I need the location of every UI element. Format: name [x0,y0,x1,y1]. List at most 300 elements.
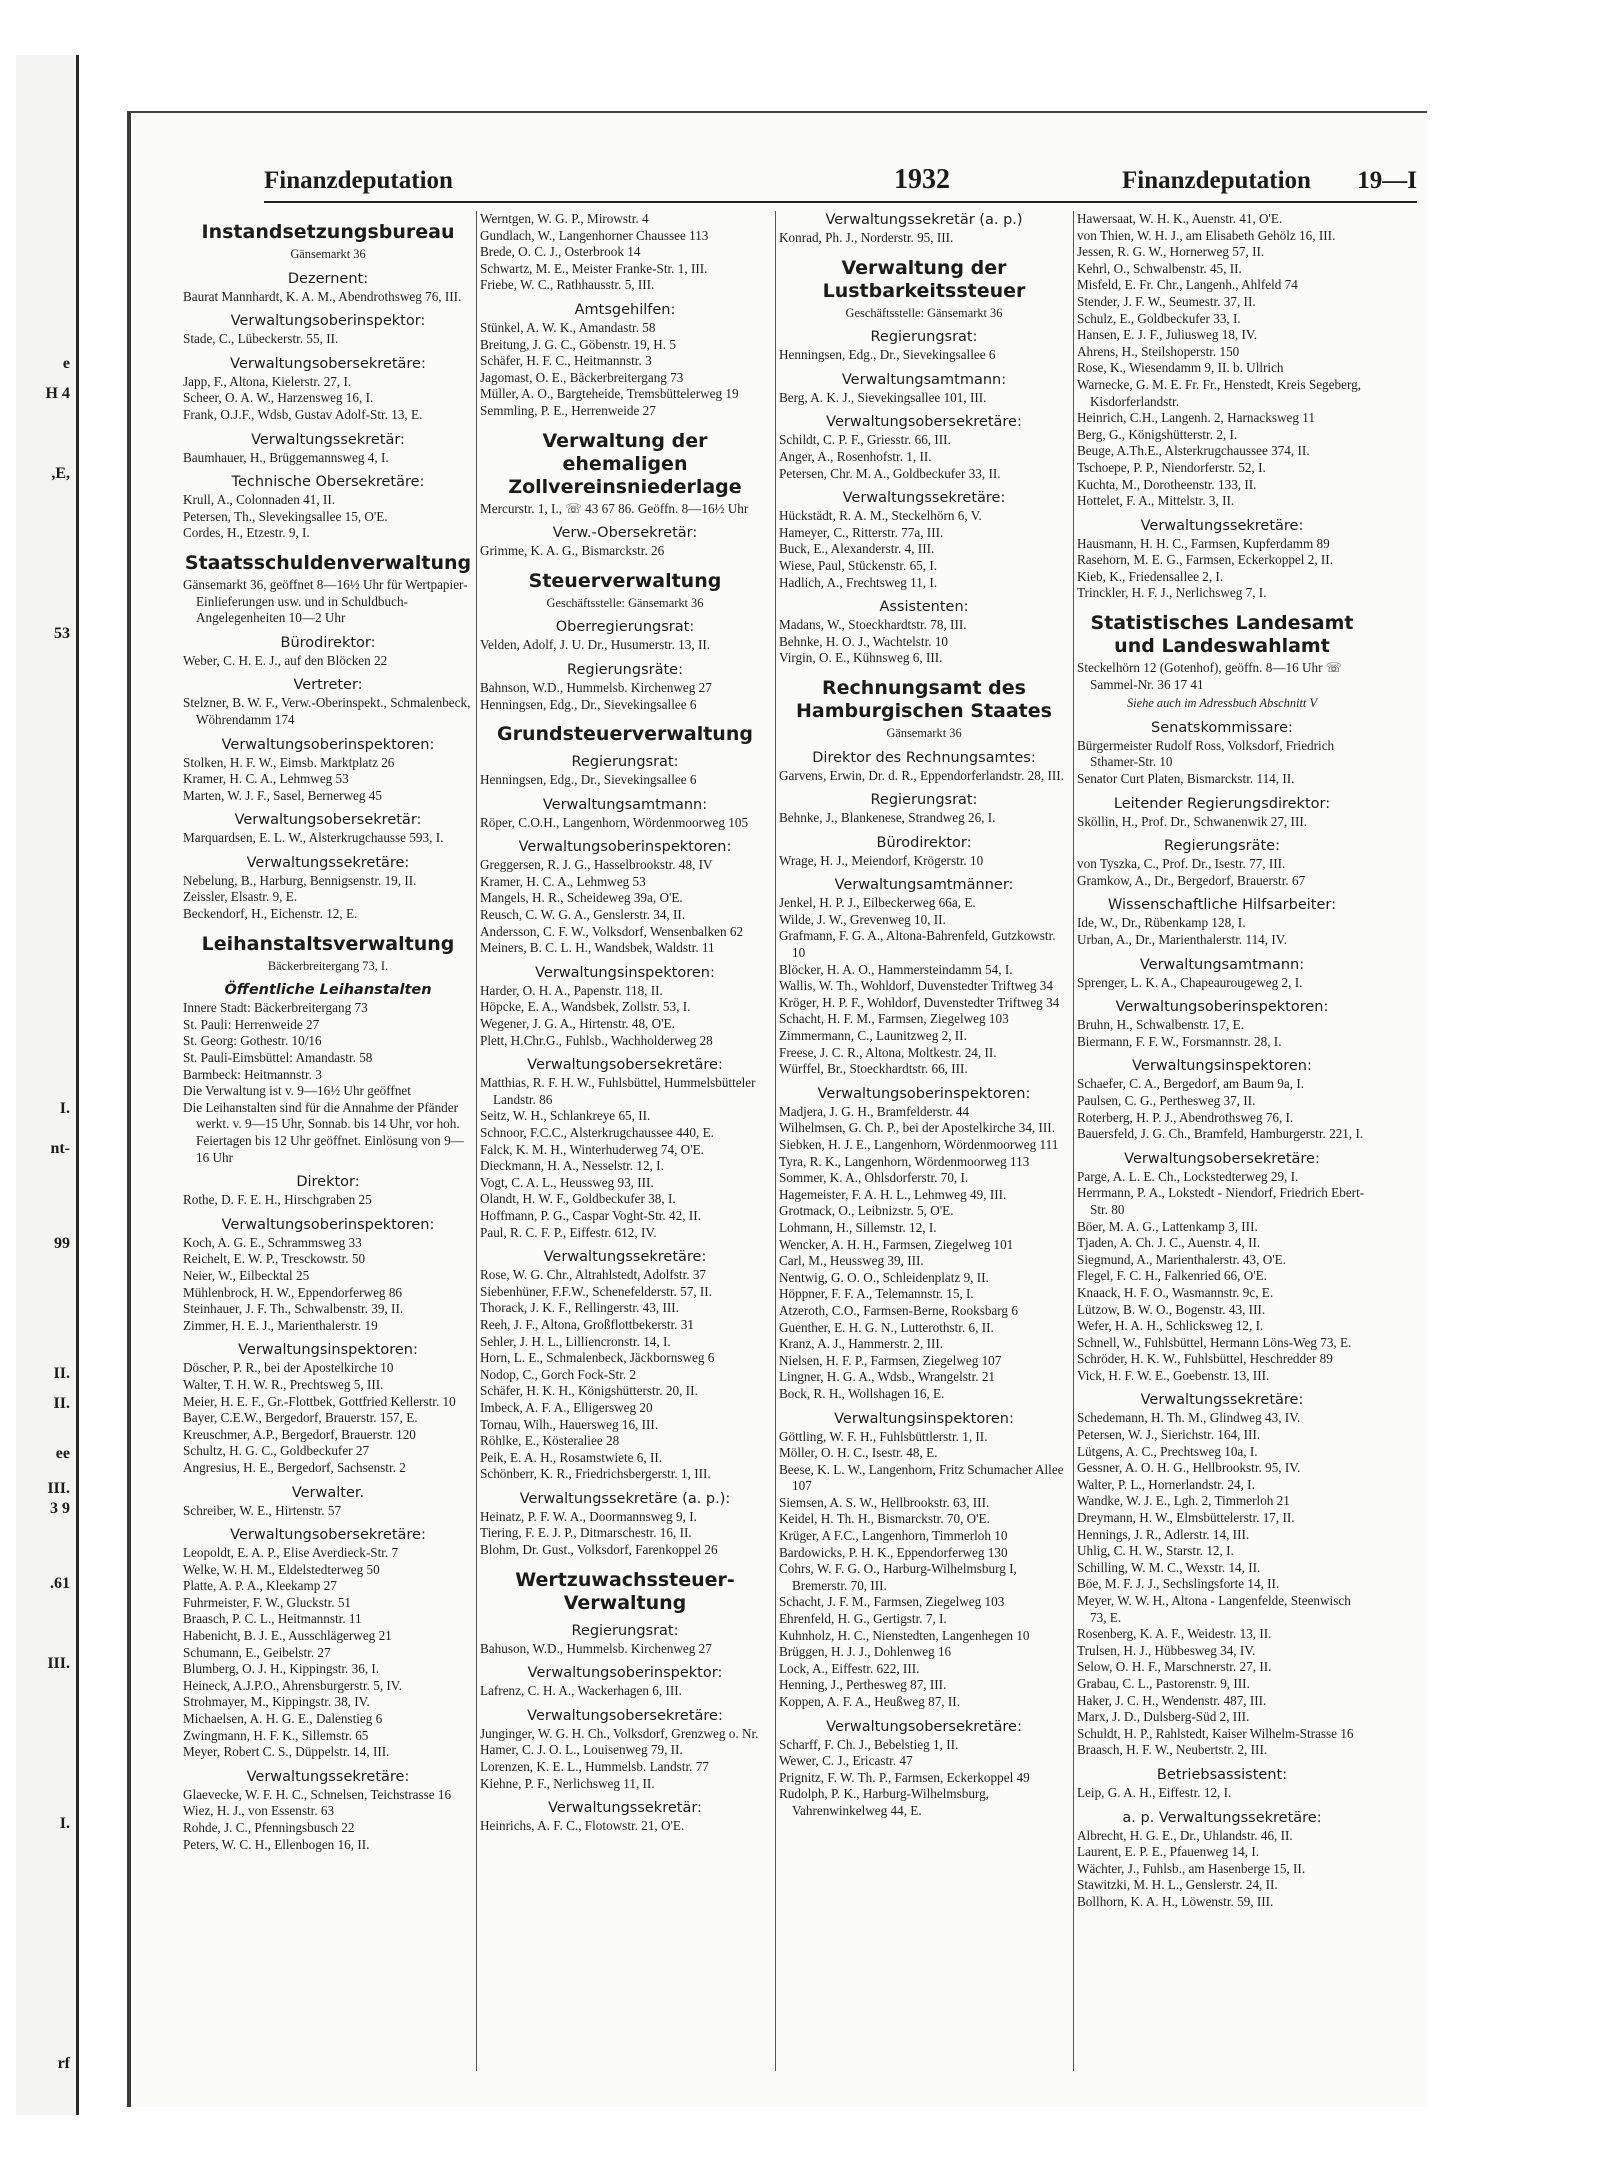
entry-line: Mercurstr. 1, I., ☏ 43 67 86. Geöffn. 8—16½ Uhr [480,500,749,516]
entry-line: Freese, J. C. R., Altona, Moltkestr. 24, II. [779,1044,997,1060]
subheading: Verwaltungsamtmänner: [834,877,1014,894]
entry-line: Schuldt, H. P., Rahlstedt, Kaiser Wilhelm-Strasse 16 [1077,1725,1354,1741]
subheading: Regierungsrat: [571,754,679,771]
entry-line: Haker, J. C. H., Wendenstr. 487, III. [1077,1692,1267,1708]
subheading: Vertreter: [293,677,363,694]
section-heading: Leihanstaltsverwaltung [201,932,455,955]
entry-line: Seitz, W. H., Schlankreye 65, II. [480,1108,651,1124]
subheading: Verwaltungsinspektoren: [834,1410,1014,1427]
subheading: a. p. Verwaltungssekretäre: [1122,1809,1322,1826]
entry-line: Bahnson, W.D., Hummelsb. Kirchenweg 27 [480,679,712,695]
entry-line: Bollhorn, K. A. H., Löwenstr. 59, III. [1077,1893,1274,1909]
entry-line: Rose, W. G. Chr., Altrahlstedt, Adolfstr. 37 [480,1267,707,1283]
entry-line: Hückstädt, R. A. M., Steckelhörn 6, V. [779,508,982,524]
entry-line: Matthias, R. F. H. W., Fuhlsbüttel, Hummelsbütteler Landstr. 86 [480,1075,756,1107]
entry-line: Rosenberg, K. A. F., Weidestr. 13, II. [1077,1626,1272,1642]
entry-line: Ahrens, H., Steilshoperstr. 150 [1077,343,1240,359]
section-heading: Instandsetzungsbureau [201,221,455,243]
subheading: Verwaltungssekretäre: [246,1768,410,1785]
entry-line: Tschoepe, P. P., Niendorferstr. 52, I. [1077,459,1266,475]
entry-line: Berg, A. K. J., Sievekingsallee 101, III. [779,389,987,405]
directory-page [127,111,1427,2107]
entry-line: Uhlig, C. H. W., Starstr. 12, I. [1077,1543,1234,1559]
entry-line: Frank, O.J.F., Wdsb, Gustav Adolf-Str. 13, E. [183,406,423,422]
entry-line: Flegel, F. C. H., Falkenried 66, O'E. [1077,1268,1267,1284]
margin-fragment: ,E, [51,465,70,482]
entry-line: Böer, M. A. G., Lattenkamp 3, III. [1077,1218,1258,1234]
entry-line: Henningsen, Edg., Dr., Sievekingsallee 6 [480,696,697,712]
entry-line: Siebken, H. J. E., Langenhorn, Wördenmoorweg 111 [779,1137,1059,1152]
entry-line: Stade, C., Lübeckerstr. 55, II. [183,331,339,347]
entry-line: Fuhrmeister, F. W., Gluckstr. 51 [183,1594,352,1610]
subheading: Verwaltungsoberinspektoren: [221,736,435,753]
entry-line: Heinrich, C.H., Langenh. 2, Harnacksweg 11 [1077,410,1315,426]
note-line: Siehe auch im Adressbuch Abschnitt V [1126,696,1318,711]
entry-line: Platte, A. P. A., Kleekamp 27 [183,1578,337,1594]
entry-line: Hamer, C. J. O. L., Louisenweg 79, II. [480,1742,683,1758]
entry-line: Peik, E. A. H., Rosamstwiete 6, II. [480,1449,663,1465]
entry-line: Kranz, A. J., Hammerstr. 2, III. [779,1336,944,1352]
margin-fragment: nt- [50,1140,70,1157]
entry-line: Dreymann, H. W., Elmsbüttelerstr. 17, II. [1077,1510,1295,1526]
entry-line: Kehrl, O., Schwalbenstr. 45, II. [1077,260,1242,276]
subheading: Verwaltungsamtmann: [841,371,1007,388]
section-heading: Steuerverwaltung [528,569,722,592]
entry-line: Angresius, H. E., Bergedorf, Sachsenstr. 2 [183,1459,406,1475]
subheading: Bürodirektor: [876,834,972,851]
subheading: Verwaltungsobersekretäre: [527,1057,723,1074]
entry-line: Schäfer, H. K. H., Königshütterstr. 20, II. [480,1383,698,1399]
entry-line: Cordes, H., Etzestr. 9, I. [183,525,310,541]
entry-line: Madans, W., Stoeckhardtstr. 78, III. [779,617,967,633]
column-1 [183,211,473,2071]
margin-fragment: H 4 [45,385,70,402]
entry-line: Beckendorf, H., Eichenstr. 12, E. [183,906,358,922]
subheading: Regierungsrat: [571,1622,679,1639]
entry-line: Schnoor, F.C.C., Alsterkrugchaussee 440, E. [480,1125,714,1140]
entry-line: Konrad, Ph. J., Norderstr. 95, III. [779,230,954,245]
address-line: Geschäftsstelle: Gänsemarkt 36 [845,305,1003,320]
entry-line: Jenkel, H. P. J., Eilbeckerweg 66a, E. [779,895,976,911]
subheading: Verwaltungssekretäre: [543,1249,707,1266]
entry-line: Hameyer, C., Ritterstr. 77a, III. [779,524,944,540]
entry-line: St. Pauli-Eimsbüttel: Amandastr. 58 [183,1050,373,1066]
entry-line: Röper, C.O.H., Langenhorn, Wördenmoorweg 105 [480,814,749,830]
entry-line: Lohmann, H., Sillemstr. 12, I. [779,1219,937,1235]
column-3 [779,211,1069,2071]
entry-line: Madjera, J. G. H., Bramfelderstr. 44 [779,1103,970,1119]
subheading: Verwaltungsoberinspektor: [527,1665,723,1682]
subheading: Regierungsrat: [870,792,978,809]
entry-line: Breitung, J. G. C., Göbenstr. 19, H. 5 [480,336,676,352]
entry-line: Göttling, W. F. H., Fuhlsbüttlerstr. 1, II. [779,1428,988,1444]
address-line: Bäckerbreitergang 73, I. [267,958,389,973]
entry-line: Tjaden, A. Ch. J. C., Auenstr. 4, II. [1077,1235,1261,1251]
entry-line: Kuchta, M., Dorotheenstr. 133, II. [1077,476,1257,492]
entry-line: Petersen, W. J., Sierichstr. 164, III. [1077,1427,1261,1443]
subheading: Verwaltungssekretäre (a. p.): [519,1490,731,1507]
entry-line: Walter, P. L., Hornerlandstr. 24, I. [1077,1476,1255,1492]
entry-line: Virgin, O. E., Kühnsweg 6, III. [779,650,943,666]
entry-line: Böe, M. F. J. J., Sechslingsforte 14, II. [1077,1576,1280,1592]
entry-line: Meyer, W. W. H., Altona - Langenfelde, Steenwisch 73, E. [1077,1593,1351,1625]
address-line: Gänsemarkt 36 [290,247,366,261]
entry-line: Döscher, P. R., bei der Apostelkirche 10 [183,1360,394,1376]
entry-line: Siegmund, A., Marienthalerstr. 43, O'E. [1077,1251,1286,1267]
entry-line: Beese, K. L. W., Langenhorn, Fritz Schumacher Allee 107 [779,1461,1064,1494]
entry-line: Höppner, F. F. A., Telemannstr. 15, I. [779,1286,974,1302]
entry-line: Hausmann, H. H. C., Farmsen, Kupferdamm 89 [1077,535,1330,551]
entry-line: Michaelsen, A. H. G. E., Dalenstieg 6 [183,1711,383,1727]
entry-line: Leip, G. A. H., Eiffestr. 12, I. [1077,1784,1232,1800]
subheading: Verwalter. [291,1484,365,1501]
entry-line: Die Verwaltung ist v. 9—16½ Uhr geöffnet [183,1083,411,1099]
entry-line: Blöcker, H. A. O., Hammersteindamm 54, I. [779,961,1013,977]
entry-line: Behnke, J., Blankenese, Strandweg 26, I. [779,810,996,826]
entry-line: Hawersaat, W. H. K., Auenstr. 41, O'E. [1077,211,1283,226]
section-heading: Staatsschuldenverwaltung [184,551,472,574]
subheading: Verwaltungssekretäre: [1140,1392,1304,1409]
entry-line: Schäfer, H. F. C., Heitmannstr. 3 [480,353,652,369]
entry-line: Falck, K. M. H., Winterhuderweg 74, O'E. [480,1141,704,1157]
entry-line: Trulsen, H. J., Hübbesweg 34, IV. [1077,1642,1256,1658]
entry-line: Bahuson, W.D., Hummelsb. Kirchenweg 27 [480,1640,712,1656]
entry-line: Kiehne, P. F., Nerlichsweg 11, II. [480,1775,655,1791]
subheading: Verwaltungsoberinspektoren: [221,1216,435,1233]
entry-line: Behnke, H. O. J., Wachtelstr. 10 [779,633,949,649]
margin-fragment: .61 [50,1575,70,1592]
entry-line: von Thien, W. H. J., am Elisabeth Gehölz 16, III. [1077,227,1336,243]
section-heading: Verwaltung der Lustbarkeitssteuer [822,256,1026,302]
entry-line: Beuge, A.Th.E., Alsterkrugchaussee 374, II. [1077,443,1310,459]
subheading: Verwaltungssekretäre: [842,490,1006,507]
entry-line: Sköllin, H., Prof. Dr., Schwanenwik 27, III. [1077,813,1308,829]
entry-line: Lafrenz, C. H. A., Wackerhagen 6, III. [480,1683,682,1699]
entry-line: Bock, R. H., Wollshagen 16, E. [779,1385,945,1401]
entry-line: Walter, T. H. W. R., Prechtsweg 5, III. [183,1376,384,1392]
entry-line: Schwartz, M. E., Meister Franke-Str. 1, III. [480,260,708,276]
entry-line: Schreiber, W. E., Hirtenstr. 57 [183,1502,342,1518]
entry-line: Henningsen, Edg., Dr., Sievekingsallee 6 [480,772,697,788]
subheading: Assistenten: [879,599,969,616]
entry-line: Selow, O. H. F., Marschnerstr. 27, II. [1077,1659,1272,1675]
subheading: Senatskommissare: [1151,719,1293,736]
margin-fragment: I. [59,1100,70,1117]
entry-line: Sprenger, L. K. A., Chapeaurougeweg 2, I. [1077,974,1303,990]
entry-line: Senator Curt Platen, Bismarckstr. 114, II. [1077,771,1295,787]
entry-line: Koch, A. G. E., Schrammsweg 33 [183,1234,362,1250]
subheading: Verwaltungsobersekretäre: [230,355,426,372]
entry-line: Schacht, J. F. M., Farmsen, Ziegelweg 103 [779,1594,1005,1610]
entry-line: Wencker, A. H. H., Farmsen, Ziegelweg 101 [779,1236,1014,1252]
entry-line: Ide, W., Dr., Rübenkamp 128, I. [1077,915,1246,931]
entry-line: Biermann, F. F. W., Forsmannstr. 28, I. [1077,1033,1282,1049]
entry-line: Prignitz, F. W. Th. P., Farmsen, Eckerkoppel 49 [779,1769,1030,1785]
entry-line: Hennings, J. R., Adlerstr. 14, III. [1077,1526,1250,1542]
entry-line: Wiese, Paul, Stückenstr. 65, I. [779,557,938,573]
entry-line: Heinatz, P. F. W. A., Doormannsweg 9, I. [480,1508,697,1524]
subheading: Verwaltungsinspektoren: [1132,1058,1312,1075]
subheading: Verwaltungsoberinspektoren: [1115,999,1329,1016]
page-header [264,161,1417,203]
subheading: Verwaltungsoberinspektoren: [518,839,732,856]
entry-line: Roterberg, H. P. J., Abendrothsweg 76, I. [1077,1109,1294,1125]
entry-line: Grabau, C. L., Pastorenstr. 9, III. [1077,1675,1250,1691]
entry-line: Vogt, C. A. L., Heussweg 93, III. [480,1174,654,1190]
entry-line: Bayer, C.E.W., Bergedorf, Brauerstr. 157, E. [183,1410,418,1426]
entry-line: Nielsen, H. F. P., Farmsen, Ziegelweg 107 [779,1352,1002,1368]
entry-line: Sehler, J. H. L., Lilliencronstr. 14, I. [480,1333,671,1349]
column-2 [480,211,770,2071]
entry-line: Keidel, H. Th. H., Bismarckstr. 70, O'E. [779,1511,990,1527]
entry-line: Sommer, K. A., Ohlsdorferstr. 70, I. [779,1170,969,1186]
entry-line: Weber, C. H. E. J., auf den Blöcken 22 [183,652,388,668]
entry-line: Blohm, Dr. Gust., Volksdorf, Farenkoppel 26 [480,1542,718,1558]
entry-line: Zeissler, Elsastr. 9, E. [183,889,298,905]
entry-line: Meier, H. E. F., Gr.-Flottbek, Gottfried Kellerstr. 10 [183,1393,456,1409]
section-heading: Grundsteuerverwaltung [497,723,753,746]
entry-line: Kreuschmer, A.P., Bergedorf, Brauerstr. 120 [183,1426,416,1442]
entry-line: Garvens, Erwin, Dr. d. R., Eppendorferlandstr. 28, III. [779,767,1064,783]
subheading: Amtsgehilfen: [574,301,676,318]
entry-line: Braasch, H. F. W., Neubertstr. 2, III. [1077,1742,1268,1758]
subheading: Verwaltungsamtmann: [1139,956,1305,973]
entry-line: Heineck, A.J.P.O., Ahrensburgerstr. 5, IV. [183,1677,402,1693]
entry-line: Junginger, W. G. H. Ch., Volksdorf, Grenzweg o. Nr. [480,1725,759,1741]
entry-line: Grafmann, F. G. A., Altona-Bahrenfeld, Gutzkowstr. 10 [779,928,1056,961]
entry-line: Reeh, J. F., Altona, Großflottbekerstr. 31 [480,1316,694,1332]
entry-line: Gundlach, W., Langenhorner Chaussee 113 [480,227,709,243]
entry-line: Schulz, E., Goldbeckufer 33, I. [1077,310,1241,326]
margin-fragment: I. [59,1815,70,1832]
entry-line: Reusch, C. W. G. A., Genslerstr. 34, II. [480,907,686,923]
entry-line: Baurat Mannhardt, K. A. M., Abendrothsweg 76, III. [183,288,462,304]
entry-line: Röhlke, E., Kösteraliee 28 [480,1433,620,1449]
entry-line: Innere Stadt: Bäckerbreitergang 73 [183,1000,368,1016]
entry-line: Glaevecke, W. F. H. C., Schnelsen, Teichstrasse 16 [183,1786,452,1802]
entry-line: Heinrichs, A. F. C., Flotowstr. 21, O'E. [480,1818,685,1834]
subheading: Verwaltungsinspektoren: [535,964,715,981]
entry-line: Lorenzen, K. E. L., Hummelsb. Landstr. 77 [480,1759,709,1775]
entry-line: Barmbeck: Heitmannstr. 3 [183,1066,322,1082]
address-line: Geschäftsstelle: Gänsemarkt 36 [546,595,704,610]
subheading: Direktor des Rechnungsamtes: [812,749,1036,766]
entry-line: Rohde, J. C., Pfenningsbusch 22 [183,1820,355,1835]
header-section-title: Finanzdeputation [264,167,453,194]
margin-fragment: III. [47,1655,70,1672]
header-section-title-right: Finanzdeputation [1122,167,1311,194]
entry-line: Die Leihanstalten sind für die Annahme der Pfänder werkt. v. 9—15 Uhr, Sonnab. bis 14 Uhr, vor hoh. Feiertagen bis 12 Uhr geöffnet. Einlösung von 9—16 Uhr [183,1099,464,1165]
entry-line: Wefer, H. A. H., Schlicksweg 12, I. [1077,1318,1264,1334]
entry-line: Herrmann, P. A., Lokstedt - Niendorf, Friedrich Ebert-Str. 80 [1077,1185,1365,1217]
entry-line: Höpcke, E. A., Wandsbek, Zollstr. 53, I. [480,999,691,1015]
subheading: Regierungsräte: [567,661,683,678]
entry-line: Brüggen, H. J. J., Dohlenweg 16 [779,1644,952,1660]
entry-line: Wandke, W. J. E., Lgh. 2, Timmerloh 21 [1077,1493,1290,1509]
entry-line: Petersen, Chr. M. A., Goldbeckufer 33, II. [779,465,1001,481]
entry-line: Kramer, H. C. A., Lehmweg 53 [183,771,349,787]
entry-line: Marten, W. J. F., Sasel, Bernerweg 45 [183,787,382,803]
entry-line: Stelzner, B. W. F., Verw.-Oberinspekt., Schmalenbeck, Wöhrendamm 174 [183,695,471,727]
section-heading: Verwaltung der ehemaligen Zollvereinsniederlage [508,429,742,498]
entry-line: Meiners, B. C. L. H., Wandsbek, Waldstr. 11 [480,940,715,956]
entry-line: Wrage, H. J., Meiendorf, Krögerstr. 10 [779,852,984,868]
column-rule [1073,211,1074,2071]
page-number: 19—I [1357,167,1417,194]
entry-line: Braasch, P. C. L., Heitmannstr. 11 [183,1611,362,1627]
entry-line: Laurent, E. P. E., Pfauenweg 14, I. [1077,1844,1260,1860]
entry-line: Grimme, K. A. G., Bismarckstr. 26 [480,543,665,559]
entry-line: Wewer, C. J., Ericastr. 47 [779,1753,913,1769]
entry-line: Habenicht, B. J. E., Ausschlägerweg 21 [183,1628,392,1644]
margin-fragment: III. [47,1480,70,1497]
entry-line: Steinhauer, J. F. Th., Schwalbenstr. 39, II. [183,1301,404,1317]
entry-line: Nebelung, B., Harburg, Bennigsenstr. 19, II. [183,872,417,888]
entry-line: Paulsen, C. G., Perthesweg 37, II. [1077,1092,1256,1108]
entry-line: Zwingmann, H. F. K., Sillemstr. 65 [183,1727,369,1743]
entry-line: Mangels, H. R., Scheideweg 39a, O'E. [480,890,683,906]
entry-line: Gessner, A. O. H. G., Hellbrookstr. 95, IV. [1077,1460,1301,1476]
subheading: Leitender Regierungsdirektor: [1113,795,1331,812]
entry-line: Lock, A., Eiffestr. 622, III. [779,1660,920,1676]
subheading: Verwaltungsobersekretär: [234,812,422,829]
entry-line: Bürgermeister Rudolf Ross, Volksdorf, Friedrich Sthamer-Str. 10 [1077,737,1335,770]
subheading: Regierungsrat: [870,329,978,346]
entry-line: Schönberr, K. R., Friedrichsbergerstr. 1, III. [480,1466,711,1482]
entry-line: Marquardsen, E. L. W., Alsterkrugchausse 593, I. [183,830,444,846]
subheading: Öffentliche Leihanstalten [224,982,432,999]
entry-line: Stender, J. F. W., Seumestr. 37, II. [1077,293,1256,309]
subheading: Dezernent: [287,270,369,287]
entry-line: Kieb, K., Friedensallee 2, I. [1077,568,1224,584]
subheading: Direktor: [296,1174,360,1191]
entry-line: Paul, R. C. F. P., Eiffestr. 612, IV. [480,1224,657,1240]
entry-line: Meyer, Robert C. S., Düppelstr. 14, III. [183,1744,390,1760]
entry-line: Japp, F., Altona, Kielerstr. 27, I. [183,373,352,389]
section-heading: Rechnungsamt des Hamburgischen Staates [796,676,1052,722]
entry-line: Wilhelmsen, G. Ch. P., bei der Apostelkirche 34, III. [779,1120,1055,1136]
entry-line: Brede, O. C. J., Osterbrook 14 [480,244,641,260]
entry-line: Wilde, J. W., Grevenweg 10, II. [779,911,946,927]
margin-fragment: e [62,355,70,372]
entry-line: Harder, O. H. A., Papenstr. 118, II. [480,982,663,998]
entry-line: Jessen, R. G. W., Hornerweg 57, II. [1077,244,1265,260]
entry-line: Horn, L. E., Schmalenbeck, Jäckbornsweg 6 [480,1350,715,1366]
margin-fragment: rf [57,2055,70,2072]
entry-line: Petersen, Th., Slevekingsallee 15, O'E. [183,508,388,524]
entry-line: Ehrenfeld, H. G., Gertigstr. 7, I. [779,1611,947,1627]
entry-line: Scheer, O. A. W., Harzensweg 16, I. [183,390,374,406]
entry-line: Schumann, E., Geibelstr. 27 [183,1644,331,1660]
entry-line: Atzeroth, C.O., Farmsen-Berne, Rooksbarg 6 [779,1302,1018,1318]
entry-line: von Tyszka, C., Prof. Dr., Isestr. 77, III. [1077,856,1286,872]
entry-line: Baumhauer, H., Brüggemannsweg 4, I. [183,449,389,465]
entry-line: Imbeck, A. F. A., Elligersweg 20 [480,1399,653,1415]
entry-line: Schilling, W. M. C., Wexstr. 14, II. [1077,1559,1261,1575]
subheading: Verwaltungsoberinspektoren: [817,1085,1031,1102]
entry-line: Kramer, H. C. A., Lehmweg 53 [480,873,646,889]
column-rule [476,211,477,2071]
subheading: Verwaltungsobersekretäre: [230,1527,426,1544]
entry-line: Carl, M., Heussweg 39, III. [779,1253,924,1269]
margin-fragment: ee [55,1445,70,1462]
entry-line: Friebe, W. C., Rathhausstr. 5, III. [480,277,655,293]
entry-line: Schacht, H. F. M., Farmsen, Ziegelweg 103 [779,1011,1009,1027]
entry-line: Buck, E., Alexanderstr. 4, III. [779,541,935,557]
subheading: Verwaltungsobersekretäre: [826,414,1022,431]
entry-line: Welke, W. H. M., Eldelstedterweg 50 [183,1561,380,1577]
entry-line: Schultz, H. G. C., Goldbeckufer 27 [183,1443,370,1459]
subheading: Verwaltungssekretäre: [246,854,410,871]
entry-line: Stünkel, A. W. K., Amandastr. 58 [480,319,656,335]
subheading: Verwaltungsoberinspektor: [230,313,426,330]
entry-line: Neier, W., Eilbecktal 25 [183,1267,310,1283]
subheading: Verwaltungsobersekretäre: [527,1707,723,1724]
entry-line: Rasehorn, M. E. G., Farmsen, Eckerkoppel 2, II. [1077,552,1333,568]
entry-line: Grotmack, O., Leibnizstr. 5, O'E. [779,1203,954,1219]
subheading: Oberregierungsrat: [555,619,695,636]
entry-line: Trinckler, H. F. J., Nerlichsweg 7, I. [1077,585,1267,601]
entry-line: Semmling, P. E., Herrenweide 27 [480,402,656,418]
entry-line: Zimmermann, C., Launitzweg 2, II. [779,1028,967,1044]
entry-line: Koppen, A. F. A., Heußweg 87, II. [779,1694,960,1709]
margin-fragment: 99 [54,1235,70,1252]
entry-line: Hadlich, A., Frechtsweg 11, I. [779,574,938,590]
subheading: Bürodirektor: [280,634,376,651]
entry-line: Gänsemarkt 36, geöffnet 8—16½ Uhr für Wertpapier-Einlieferungen usw. und in Schuldbuch-Angelegenheiten 10—2 Uhr [183,576,468,626]
address-line: Gänsemarkt 36 [886,725,962,740]
entry-line: Kröger, H. P. F., Wohldorf, Duvenstedter Triftweg 34 [779,994,1060,1010]
entry-line: Lützow, B. W. O., Bogenstr. 43, III. [1077,1301,1266,1317]
entry-line: Henningsen, Edg., Dr., Sievekingsallee 6 [779,347,996,363]
entry-line: Velden, Adolf, J. U. Dr., Husumerstr. 13, II. [480,637,711,653]
entry-line: Nentwig, G. O. O., Schleidenplatz 9, II. [779,1269,989,1285]
entry-line: Möller, O. H. C., Isestr. 48, E. [779,1445,938,1461]
subheading: Verwaltungssekretär: [548,1800,702,1817]
entry-line: Dieckmann, H. A., Nesselstr. 12, I. [480,1158,664,1174]
entry-line: Leopoldt, E. A. P., Elise Averdieck-Str. 7 [183,1545,399,1561]
entry-line: Reichelt, E. W. P., Tresckowstr. 50 [183,1251,366,1267]
entry-line: Marx, J. D., Dulsberg-Süd 2, III. [1077,1709,1250,1725]
entry-line: Olandt, H. W. F., Goldbeckufer 38, I. [480,1191,676,1207]
margin-fragment: 53 [54,625,70,642]
subheading: Verwaltungssekretäre: [1140,517,1304,534]
entry-line: Anger, A., Rosenhofstr. 1, II. [779,448,932,464]
entry-line: Andersson, C. F. W., Volksdorf, Wensenbalken 62 [480,923,744,939]
subheading: Verwaltungsobersekretäre: [826,1718,1022,1735]
entry-line: Misfeld, E. Fr. Chr., Langenh., Ahlfeld 74 [1077,277,1298,293]
entry-line: Rudolph, P. K., Harburg-Wilhelmsburg, Vahrenwinkelweg 44, E. [779,1786,989,1818]
entry-line: Nodop, C., Gorch Fock-Str. 2 [480,1366,637,1382]
entry-line: Schnell, W., Fuhlsbüttel, Hermann Löns-Weg 73, E. [1077,1334,1352,1350]
entry-line: Hottelet, F. A., Mittelstr. 3, II. [1077,493,1235,509]
entry-line: Rose, K., Wiesendamm 9, II. b. Ullrich [1077,360,1284,376]
entry-line: Mühlenbrock, H. W., Eppendorferweg 86 [183,1284,403,1300]
margin-fragment: II. [53,1365,70,1382]
entry-line: Albrecht, H. G. E., Dr., Uhlandstr. 46, II. [1077,1827,1293,1843]
entry-line: Steckelhörn 12 (Gotenhof), geöffn. 8—16 Uhr ☏ Sammel-Nr. 36 17 41 [1077,660,1343,692]
entry-line: Stolken, H. F. W., Eimsb. Marktplatz 26 [183,754,395,770]
header-year: 1932 [894,164,950,195]
entry-line: Bruhn, H., Schwalbenstr. 17, E. [1077,1017,1245,1033]
entry-line: Guenther, E. H. G. N., Lutterothstr. 6, II. [779,1319,994,1335]
entry-line: Gramkow, A., Dr., Bergedorf, Brauerstr. 67 [1077,872,1306,888]
subheading: Wissenschaftliche Hilfsarbeiter: [1108,897,1336,914]
entry-line: Cohrs, W. F. G. O., Harburg-Wilhelmsburg I, Bremerstr. 70, III. [779,1561,1017,1593]
entry-line: Schaefer, C. A., Bergedorf, am Baum 9a, I. [1077,1076,1305,1092]
subheading: Betriebsassistent: [1156,1766,1288,1783]
entry-line: Knaack, H. F. O., Wasmannstr. 9c, E. [1077,1284,1274,1300]
